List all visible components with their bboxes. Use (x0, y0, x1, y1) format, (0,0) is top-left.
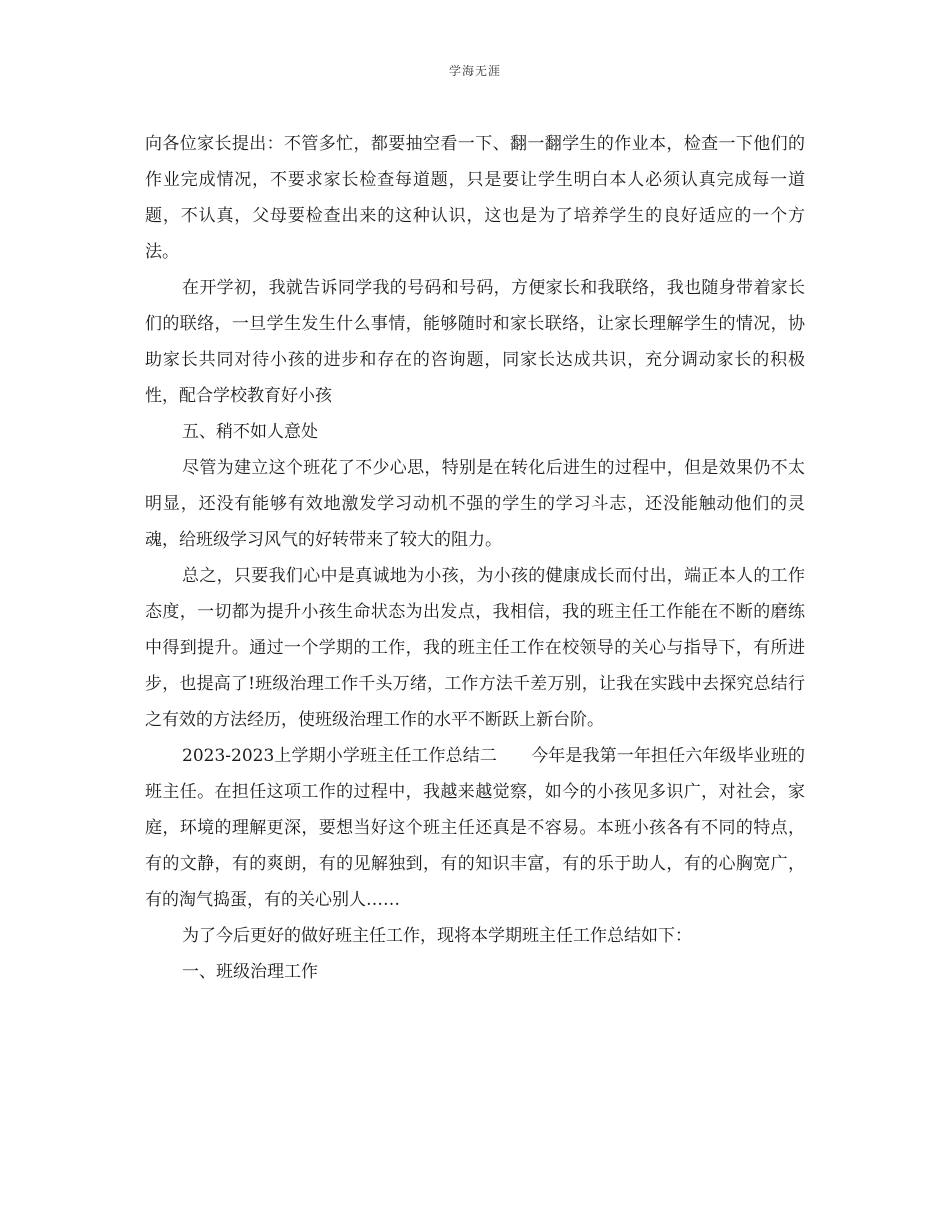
section-heading-class-management: 一、班级治理工作 (182, 962, 318, 982)
paragraph-summary-lead: 为了今后更好的做好班主任工作，现将本学期班主任工作总结如下： (182, 926, 692, 946)
paragraph-shortcomings: 尽管为建立这个班花了不少心思，特别是在转化后进生的过程中，但是效果仍不太明显，还没有能够有效地激发学习动机不强的学生的学习斗志，还没能触动他们的灵魂，给班级学习风气的好转带来了较大的阻力。 (145, 458, 805, 550)
section-heading-shortcomings: 五、稍不如人意处 (182, 422, 318, 442)
document-body (145, 126, 805, 990)
paragraph-parent-homework: 向各位家长提出：不管多忙，都要抽空看一下、翻一翻学生的作业本，检查一下他们的作业完成情况，不要求家长检查每道题，只是要让学生明白本人必须认真完成每一道题，不认真，父母要检查出来的这种认识，这也是为了培养学生的良好适应的一个方法。 (145, 134, 805, 262)
paragraph-conclusion: 总之，只要我们心中是真诚地为小孩，为小孩的健康成长而付出，端正本人的工作态度，一切都为提升小孩生命状态为出发点，我相信，我的班主任工作能在不断的磨练中得到提升。通过一个学期的工作，我的班主任工作在校领导的关心与指导下，有所进步，也提高了!班级治理工作千头万绪，工作方法千差万别，让我在实践中去探究总结行之有效的方法经历，使班级治理工作的水平不断跃上新台阶。 (145, 566, 805, 730)
paragraph-summary-two-intro: 2023-2023上学期小学班主任工作总结二 今年是我第一年担任六年级毕业班的班主任。在担任这项工作的过程中，我越来越觉察，如今的小孩见多识广，对社会，家庭，环境的理解更深，要想当好这个班主任还真是不容易。本班小孩各有不同的特点，有的文静，有的爽朗，有的见解独到，有的知识丰富，有的乐于助人，有的心胸宽广，有的淘气捣蛋，有的关心别人…… (145, 746, 805, 910)
page-header: 学海无涯 (448, 64, 501, 78)
paragraph-parent-contact: 在开学初，我就告诉同学我的号码和号码，方便家长和我联络，我也随身带着家长们的联络，一旦学生发生什么事情，能够随时和家长联络，让家长理解学生的情况，协助家长共同对待小孩的进步和存在的咨询题，同家长达成共识，充分调动家长的积极性，配合学校教育好小孩 (145, 278, 805, 406)
